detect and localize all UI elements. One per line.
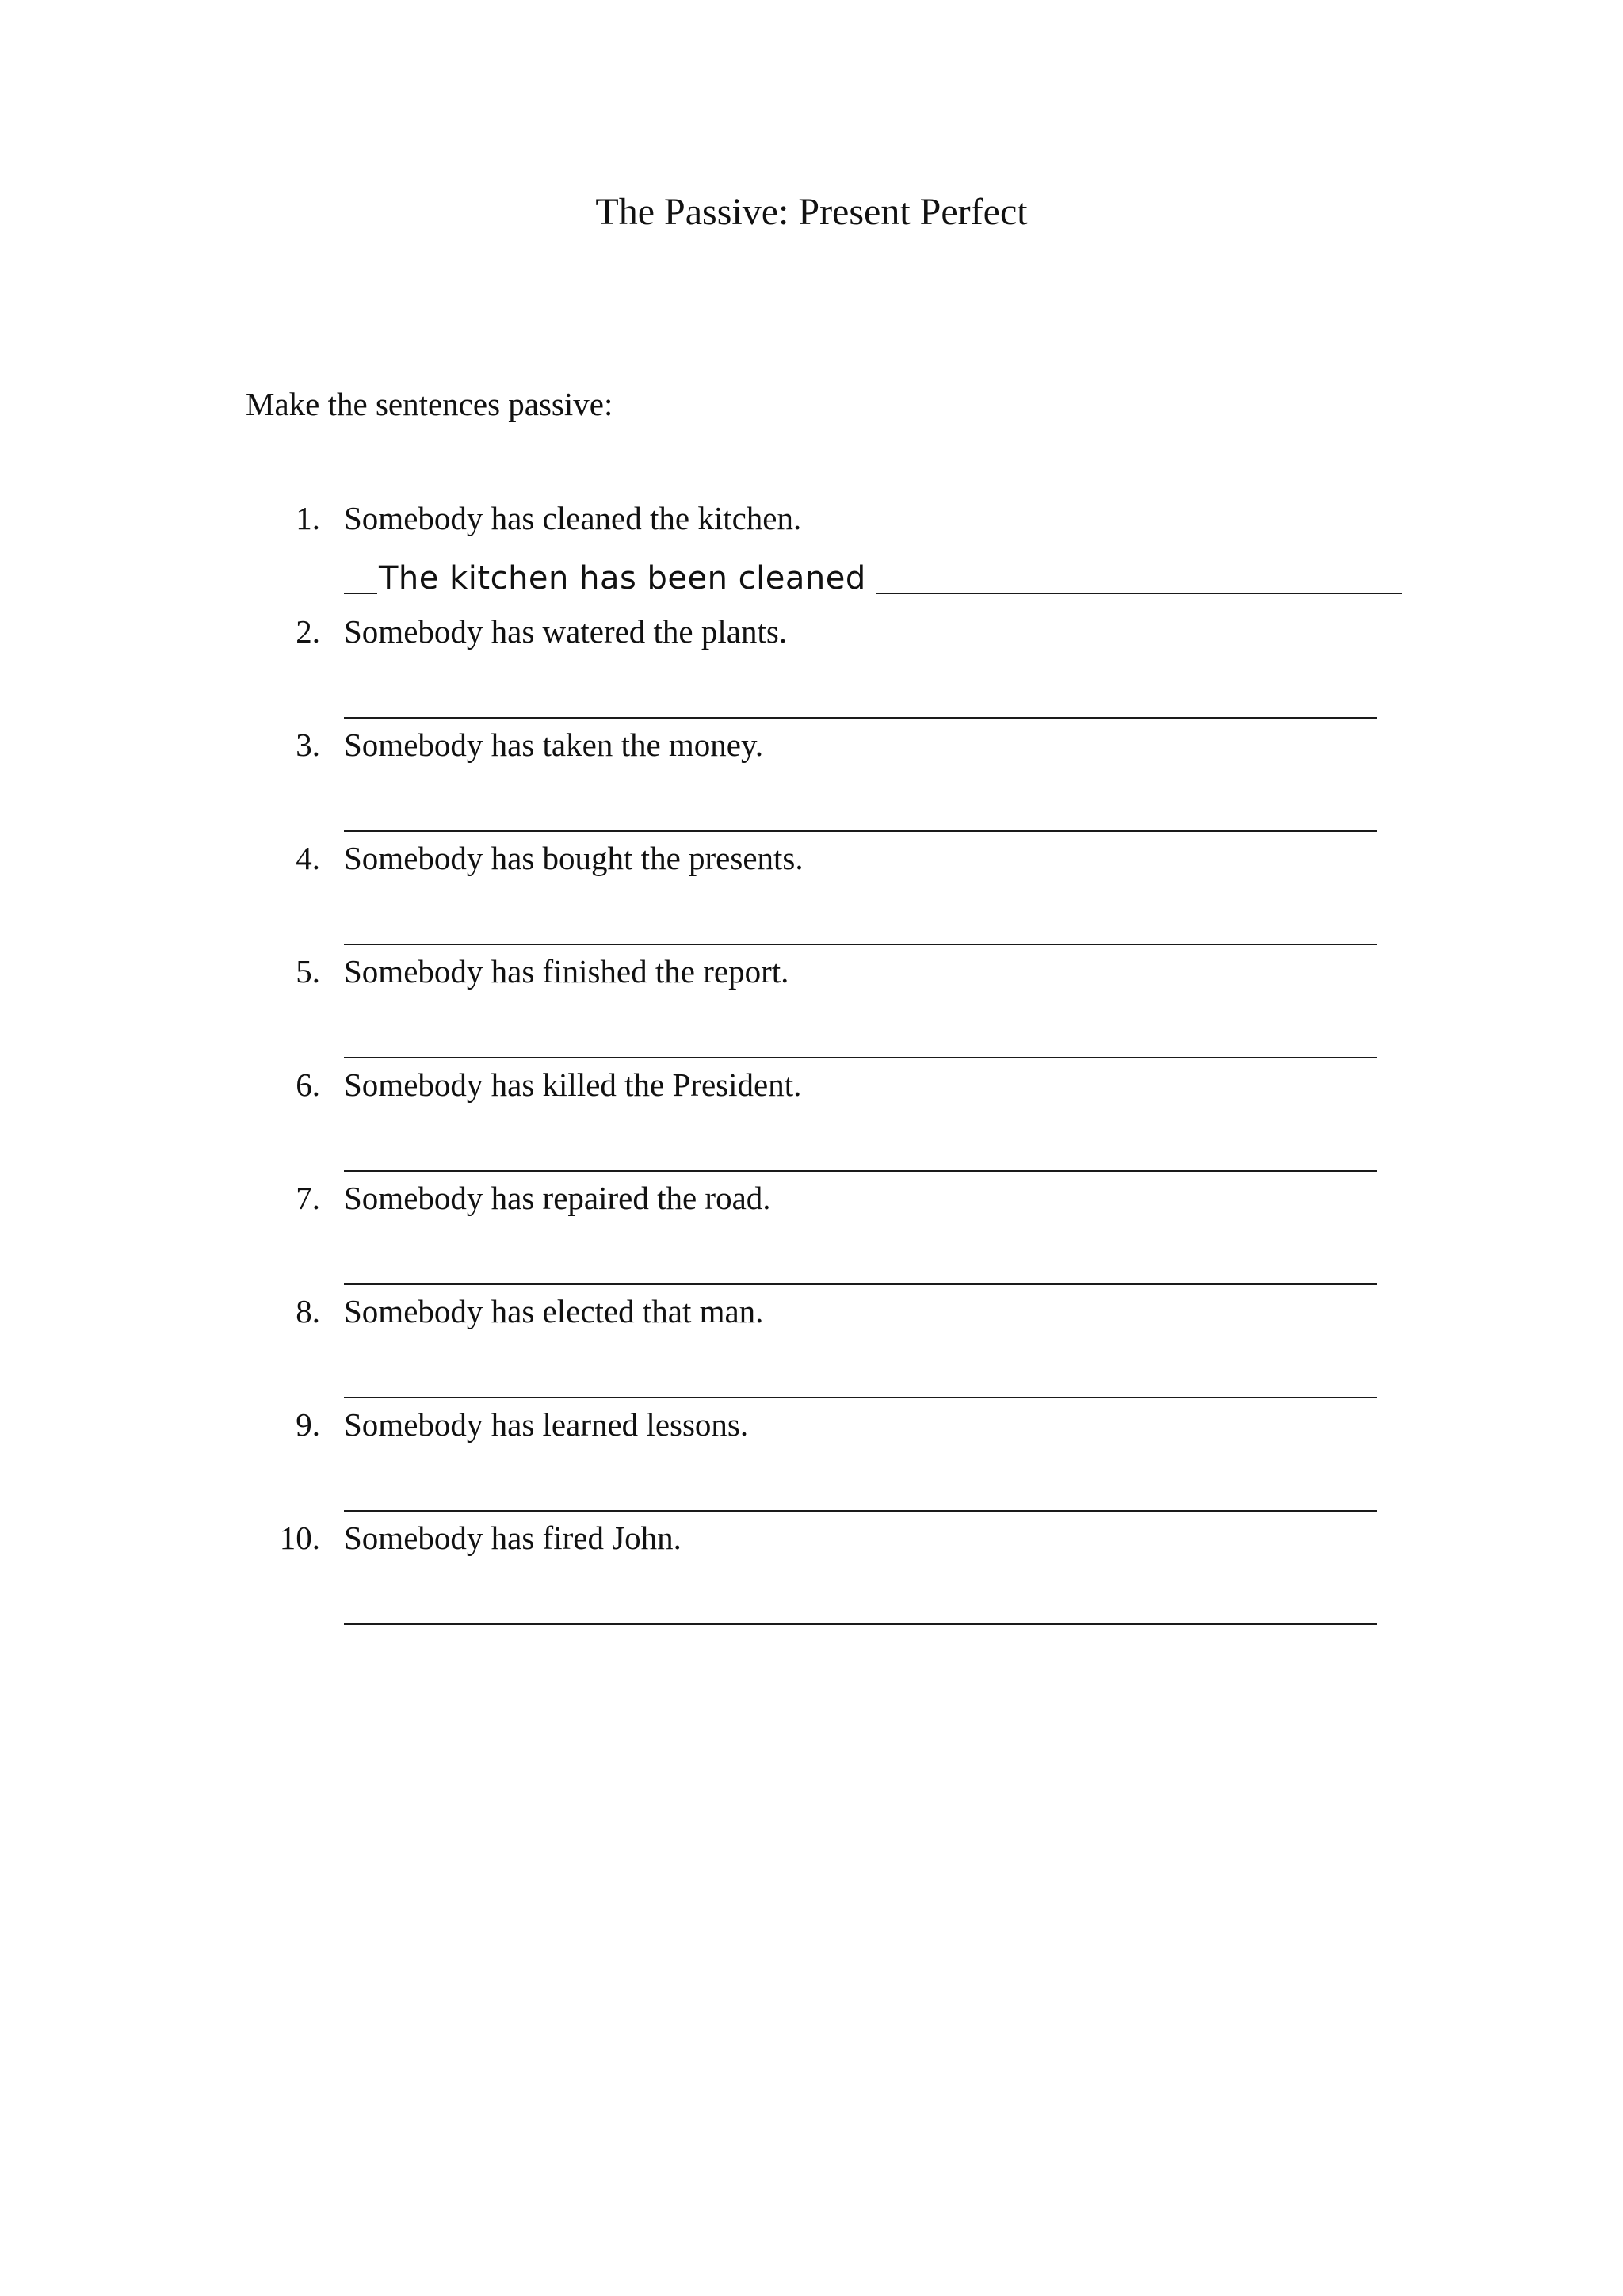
item-number: 9. (296, 1406, 320, 1443)
item-sentence: Somebody has repaired the road. (344, 1180, 771, 1216)
item-number: 2. (296, 613, 320, 650)
exercise-item (0, 1291, 1623, 1404)
item-number: 3. (296, 727, 320, 763)
answer-line[interactable] (344, 944, 1377, 945)
answer-blank-trail (876, 561, 1402, 594)
exercise-list (0, 498, 1623, 1630)
exercise-item (0, 724, 1623, 837)
item-number: 4. (296, 840, 320, 876)
exercise-item (0, 498, 1623, 611)
answer-line[interactable] (344, 830, 1377, 832)
item-sentence: Somebody has elected that man. (344, 1293, 764, 1329)
instruction-text: Make the sentences passive: (246, 386, 613, 422)
answer-line[interactable] (344, 1623, 1377, 1625)
exercise-item (0, 1064, 1623, 1177)
exercise-item (0, 611, 1623, 724)
item-sentence: Somebody has taken the money. (344, 727, 764, 763)
handwritten-answer: The kitchen has been cleaned (379, 560, 866, 597)
answer-line[interactable] (344, 1057, 1377, 1058)
answer-line[interactable] (344, 717, 1377, 719)
item-number: 8. (296, 1293, 320, 1329)
answer-line[interactable] (344, 1283, 1377, 1285)
answer-line[interactable] (344, 1397, 1377, 1398)
answer-line[interactable] (344, 1170, 1377, 1172)
exercise-item (0, 951, 1623, 1064)
item-number: 1. (296, 500, 320, 536)
answer-blank-lead (344, 561, 377, 594)
exercise-item (0, 1517, 1623, 1630)
exercise-item (0, 1177, 1623, 1291)
item-sentence: Somebody has fired John. (344, 1520, 682, 1556)
item-number: 5. (296, 953, 320, 990)
item-sentence: Somebody has watered the plants. (344, 613, 788, 650)
item-sentence: Somebody has bought the presents. (344, 840, 804, 876)
answer-field[interactable] (344, 558, 1402, 599)
item-number: 6. (296, 1066, 320, 1103)
answer-line[interactable] (344, 1510, 1377, 1512)
item-sentence: Somebody has killed the President. (344, 1066, 802, 1103)
item-number: 10. (279, 1520, 320, 1556)
item-number: 7. (296, 1180, 320, 1216)
item-sentence: Somebody has finished the report. (344, 953, 789, 990)
exercise-item (0, 1404, 1623, 1517)
item-sentence: Somebody has cleaned the kitchen. (344, 500, 802, 536)
exercise-item (0, 837, 1623, 951)
page-title: The Passive: Present Perfect (595, 191, 1028, 233)
item-sentence: Somebody has learned lessons. (344, 1406, 749, 1443)
